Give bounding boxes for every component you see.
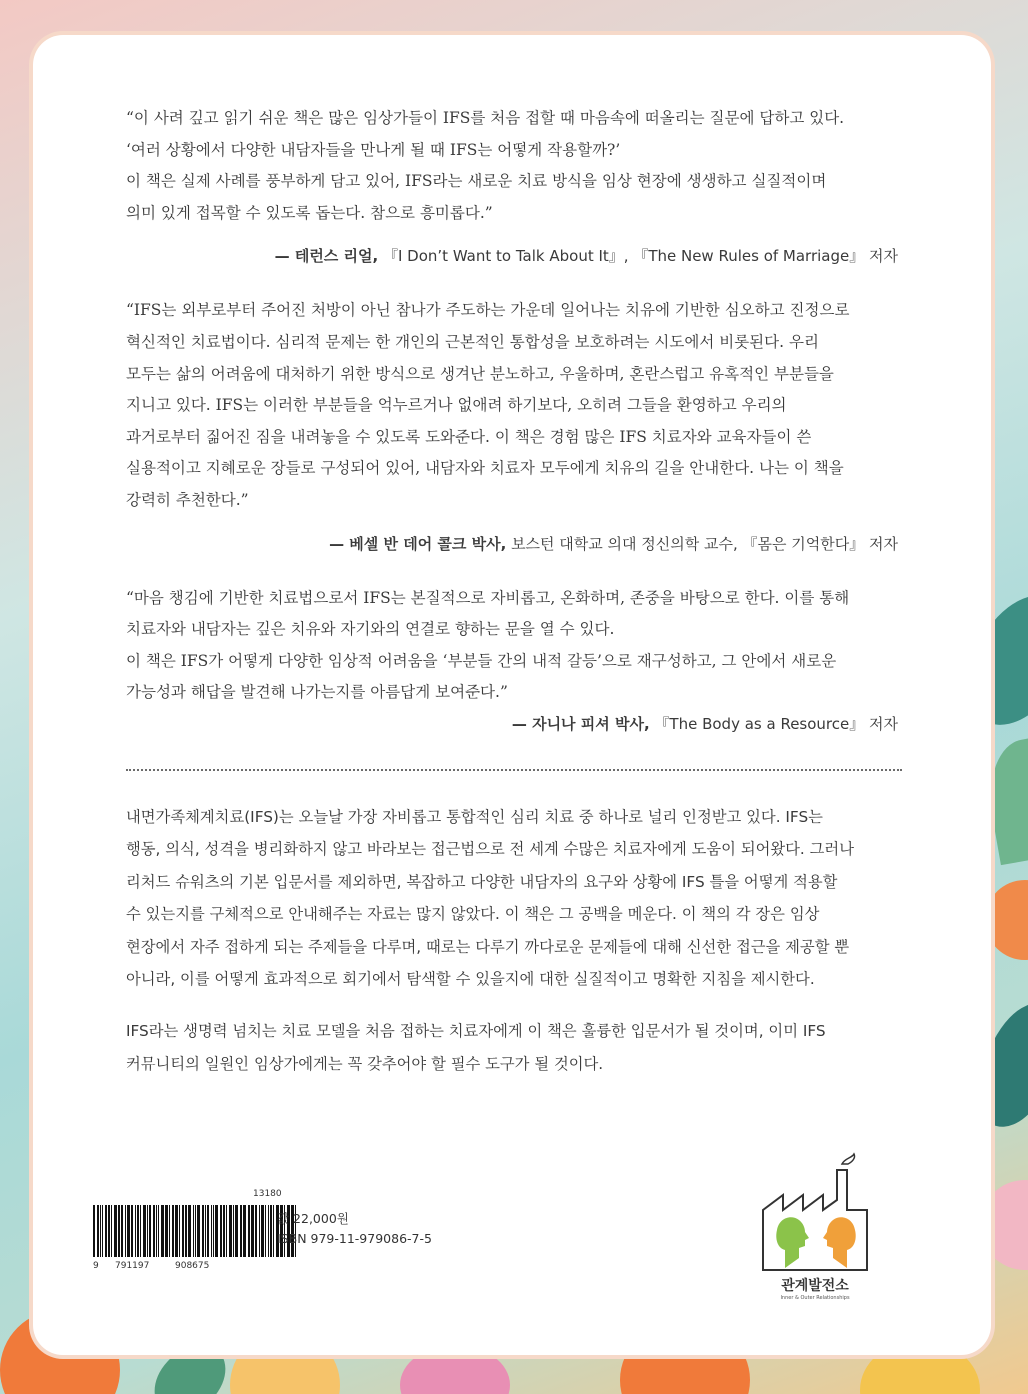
quote-line: “IFS는 외부로부터 주어진 처방이 아닌 참나가 주도하는 가운데 일어나는 치유에 기반한 심오하고 진정으로	[126, 301, 850, 320]
publisher-tagline: Inner & Outer Relationships	[780, 1295, 850, 1301]
publisher-logo	[755, 1150, 875, 1300]
barcode-bar	[156, 1205, 157, 1257]
barcode-bar	[270, 1205, 272, 1257]
endorser-credit: 『The Body as a Resource』 저자	[649, 714, 898, 733]
barcode-bar	[229, 1205, 232, 1257]
barcode-bar	[182, 1205, 184, 1257]
quote-line: 실용적이고 지혜로운 장들로 구성되어 있어, 내담자와 치료자 모두에게 치유의 길을 안내한다. 나는 이 책을	[126, 459, 844, 478]
price: 값 22,000원	[277, 1211, 349, 1226]
quote-attribution	[126, 709, 898, 739]
endorsement-quote	[126, 583, 898, 739]
isbn: ISBN 979-11-979086-7-5	[277, 1231, 432, 1246]
endorser-name: — 테런스 리얼,	[274, 247, 379, 266]
endorser-credit: 『I Don’t Want to Talk About It』, 『The New Rules of Marriage』 저자	[378, 247, 898, 266]
barcode-bar	[268, 1205, 269, 1257]
quote-line: 이 책은 실제 사례를 풍부하게 담고 있어, IFS라는 새로운 치료 방식을 임상 현장에 생생하고 실질적이며	[126, 172, 827, 191]
barcode-bar	[195, 1205, 196, 1257]
barcode-bar	[261, 1205, 264, 1257]
barcode-bar	[179, 1205, 180, 1257]
cover-content	[126, 95, 898, 1080]
quote-line: ‘여러 상황에서 다양한 내담자들을 만나게 될 때 IFS는 어떻게 작용할까?’	[126, 140, 621, 159]
barcode-bar	[255, 1205, 257, 1257]
barcode-bar	[226, 1205, 227, 1257]
quote-attribution	[126, 529, 898, 559]
endorser-credit: 보스턴 대학교 의대 정신의학 교수, 『몸은 기억한다』 저자	[506, 534, 898, 553]
barcode-bar	[127, 1205, 130, 1257]
barcode-bar	[147, 1205, 148, 1257]
price-info	[277, 1209, 432, 1249]
description-line: 리처드 슈워츠의 기본 입문서를 제외하면, 복잡하고 다양한 내담자의 요구와 상황에 IFS 틀을 어떻게 적용할	[126, 872, 838, 891]
barcode-bar	[251, 1205, 254, 1257]
barcode-addon-number: 13180	[253, 1189, 282, 1199]
barcode-bar	[165, 1205, 168, 1257]
book-description	[126, 801, 898, 1080]
barcode-bar	[233, 1205, 234, 1257]
barcode-bar	[100, 1205, 101, 1257]
barcode-bar	[175, 1205, 178, 1257]
barcode-bar	[172, 1205, 174, 1257]
quote-line: 혁신적인 치료법이다. 심리적 문제는 한 개인의 근본적인 통합성을 보호하려는 시도에서 비롯된다. 우리	[126, 332, 819, 351]
barcode-bar	[259, 1205, 260, 1257]
barcode-bar	[93, 1205, 95, 1257]
endorser-name: — 자니나 피셔 박사,	[511, 714, 650, 733]
barcode-digits-left: 791197	[115, 1261, 150, 1271]
description-line: IFS라는 생명력 넘치는 치료 모델을 처음 접하는 치료자에게 이 책은 훌륭한 입문서가 될 것이며, 이미 IFS	[126, 1022, 826, 1041]
barcode-bar	[97, 1205, 99, 1257]
description-line: 내면가족체계치료(IFS)는 오늘날 가장 자비롭고 통합적인 심리 치료 중 하나로 널리 인정받고 있다. IFS는	[126, 807, 823, 826]
barcode-bar	[211, 1205, 212, 1257]
description-line: 현장에서 자주 접하게 되는 주제들을 다루며, 때로는 다루기 까다로운 문제들에 대해 신선한 접근을 제공할 뿐	[126, 937, 850, 956]
quote-attribution	[126, 241, 898, 271]
quote-line: “이 사려 깊고 읽기 쉬운 책은 많은 임상가들이 IFS를 처음 접할 때 마음속에 떠올리는 질문에 답하고 있다.	[126, 109, 845, 127]
factory-faces-icon	[755, 1150, 875, 1275]
quote-line: 가능성과 해답을 발견해 나가는지를 아름답게 보여준다.”	[126, 683, 508, 702]
barcode-bar	[220, 1205, 222, 1257]
barcode-bar	[223, 1205, 225, 1257]
quote-line: 모두는 삶의 어려움에 대처하기 위한 방식으로 생겨난 분노하고, 우울하며, 혼란스럽고 유혹적인 부분들을	[126, 364, 834, 383]
quote-line: 의미 있게 접목할 수 있도록 돕는다. 참으로 흥미롭다.”	[126, 203, 493, 222]
barcode-bar	[114, 1205, 117, 1257]
description-line: 수 있는지를 구체적으로 안내해주는 자료는 많지 않았다. 이 책은 그 공백을 메운다. 이 책의 각 장은 임상	[126, 905, 820, 924]
barcode-bar	[193, 1205, 194, 1257]
description-line: 아니라, 이를 어떻게 효과적으로 회기에서 탐색할 수 있을지에 대한 실질적이고 명확한 지침을 제시한다.	[126, 969, 815, 988]
barcode-bar	[149, 1205, 151, 1257]
quote-line: “마음 챙김에 기반한 치료법으로서 IFS는 본질적으로 자비롭고, 온화하며, 존중을 바탕으로 한다. 이를 통해	[126, 588, 850, 607]
barcode-bar	[207, 1205, 209, 1257]
barcode-bar	[140, 1205, 141, 1257]
quote-line: 지니고 있다. IFS는 이러한 부분들을 억누르거나 없애려 하기보다, 오히려 그들을 환영하고 우리의	[126, 396, 787, 415]
barcode-bar	[265, 1205, 266, 1257]
quote-line: 강력히 추천한다.”	[126, 490, 249, 509]
quote-line: 치료자와 내담자는 깊은 치유와 자기와의 연결로 향하는 문을 열 수 있다.	[126, 620, 615, 639]
endorsement-quote	[126, 295, 898, 558]
barcode-bar	[118, 1205, 120, 1257]
barcode-bar	[169, 1205, 170, 1257]
barcode-bar	[121, 1205, 123, 1257]
endorser-name: — 베셀 반 데어 콜크 박사,	[329, 534, 507, 553]
barcode-bar	[111, 1205, 112, 1257]
barcode-bar	[137, 1205, 139, 1257]
barcode-bar	[188, 1205, 191, 1257]
barcode-bar	[131, 1205, 133, 1257]
barcode-bar	[202, 1205, 204, 1257]
barcode-bar	[248, 1205, 250, 1257]
barcode-bar	[105, 1205, 107, 1257]
barcode-bars	[93, 1205, 245, 1257]
barcode-bar	[205, 1205, 206, 1257]
barcode-bar	[125, 1205, 126, 1257]
barcode-bar	[161, 1205, 164, 1257]
barcode-bar	[153, 1205, 155, 1257]
description-line: 커뮤니티의 일원인 임상가에게는 꼭 갖추어야 할 필수 도구가 될 것이다.	[126, 1054, 604, 1073]
barcode-bar	[135, 1205, 136, 1257]
barcode-bar	[158, 1205, 159, 1257]
endorsement-quote	[126, 103, 898, 271]
flower-decoration	[985, 880, 1028, 960]
barcode-bar	[215, 1205, 218, 1257]
publisher-name: 관계발전소	[781, 1278, 849, 1294]
barcode-bar	[143, 1205, 146, 1257]
quote-line: 이 책은 IFS가 어떻게 다양한 임상적 어려움을 ‘부분들 간의 내적 갈등’으로 재구성하고, 그 안에서 새로운	[126, 651, 837, 670]
quote-line: 과거로부터 짊어진 짐을 내려놓을 수 있도록 도와준다. 이 책은 경험 많은 IFS 치료자와 교육자들이 쓴	[126, 427, 812, 446]
isbn-barcode	[93, 1185, 443, 1285]
barcode-bar	[240, 1205, 242, 1257]
barcode-bar	[108, 1205, 110, 1257]
barcode-bar	[185, 1205, 187, 1257]
barcode-bar	[213, 1205, 214, 1257]
barcode-bar	[273, 1205, 274, 1257]
barcode-bar	[197, 1205, 200, 1257]
barcode-bar	[243, 1205, 246, 1257]
barcode-digit: 9	[93, 1261, 99, 1271]
barcode-bar	[102, 1205, 103, 1257]
dotted-divider	[126, 769, 902, 771]
description-line: 행동, 의식, 성격을 병리화하지 않고 바라보는 접근법으로 전 세계 수많은 치료자에게 도움이 되어왔다. 그러나	[126, 840, 854, 859]
barcode-digits-right: 908675	[175, 1261, 210, 1271]
barcode-bar	[235, 1205, 238, 1257]
